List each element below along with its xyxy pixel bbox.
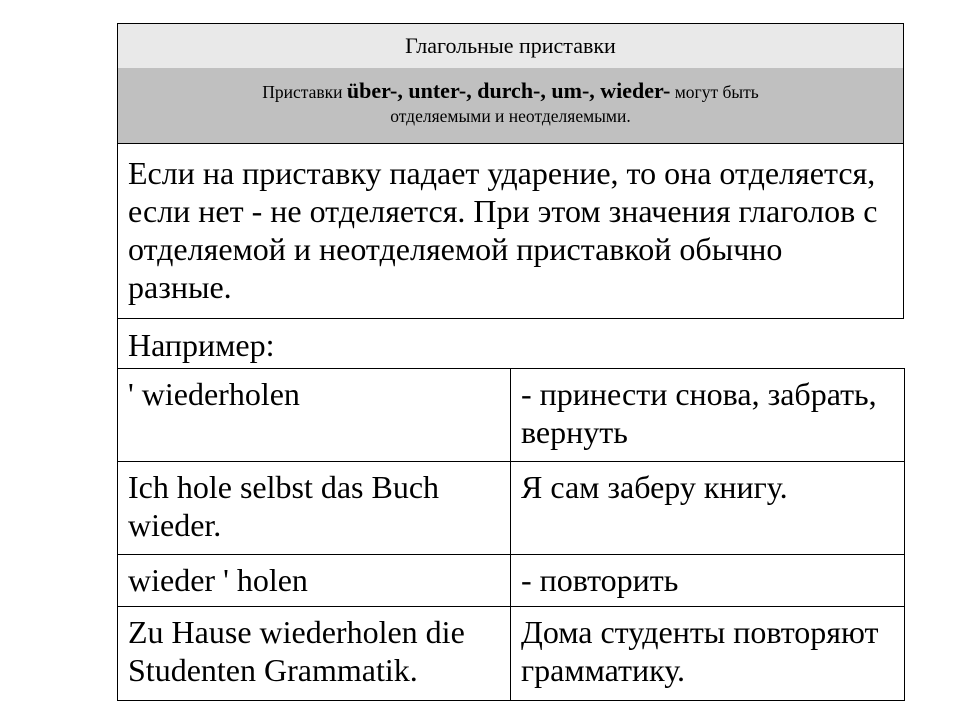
russian-cell: Я сам заберу книгу. xyxy=(511,462,905,555)
russian-cell: Дома студенты повторяют грамматику. xyxy=(511,607,905,701)
rule-cell xyxy=(117,143,904,319)
rule-text: Если на приставку падает ударение, то она отделяется, если нет - не отделяется. При этом значения глаголов с отделяемой и неотделяемой приставкой обычно разные. xyxy=(128,155,878,305)
example-label-cell xyxy=(117,318,904,369)
example-table xyxy=(117,368,905,701)
russian-cell: - принести снова, забрать, вернуть xyxy=(511,369,905,462)
german-cell: wieder ' holen xyxy=(118,555,511,607)
table-row xyxy=(118,462,905,555)
table-title xyxy=(117,23,904,69)
russian-cell: - повторить xyxy=(511,555,905,607)
german-cell: Ich hole selbst das Buch wieder. xyxy=(118,462,511,555)
german-cell: Zu Hause wiederholen die Studenten Grammatik. xyxy=(118,607,511,701)
table-title-text: Глагольные приставки xyxy=(405,33,616,58)
subtitle-tail-line2: отделяемыми и неотделяемыми. xyxy=(390,106,631,126)
subtitle-lead: Приставки xyxy=(262,82,347,102)
german-cell: ' wiederholen xyxy=(118,369,511,462)
example-label: Например: xyxy=(128,327,275,363)
table-row xyxy=(118,555,905,607)
subtitle-prefixes: über-, unter-, durch-, um-, wieder- xyxy=(346,78,671,103)
table-row xyxy=(118,607,905,701)
table-subtitle xyxy=(117,68,904,143)
table-row xyxy=(118,369,905,462)
subtitle-tail-line1: могут быть xyxy=(670,82,759,102)
